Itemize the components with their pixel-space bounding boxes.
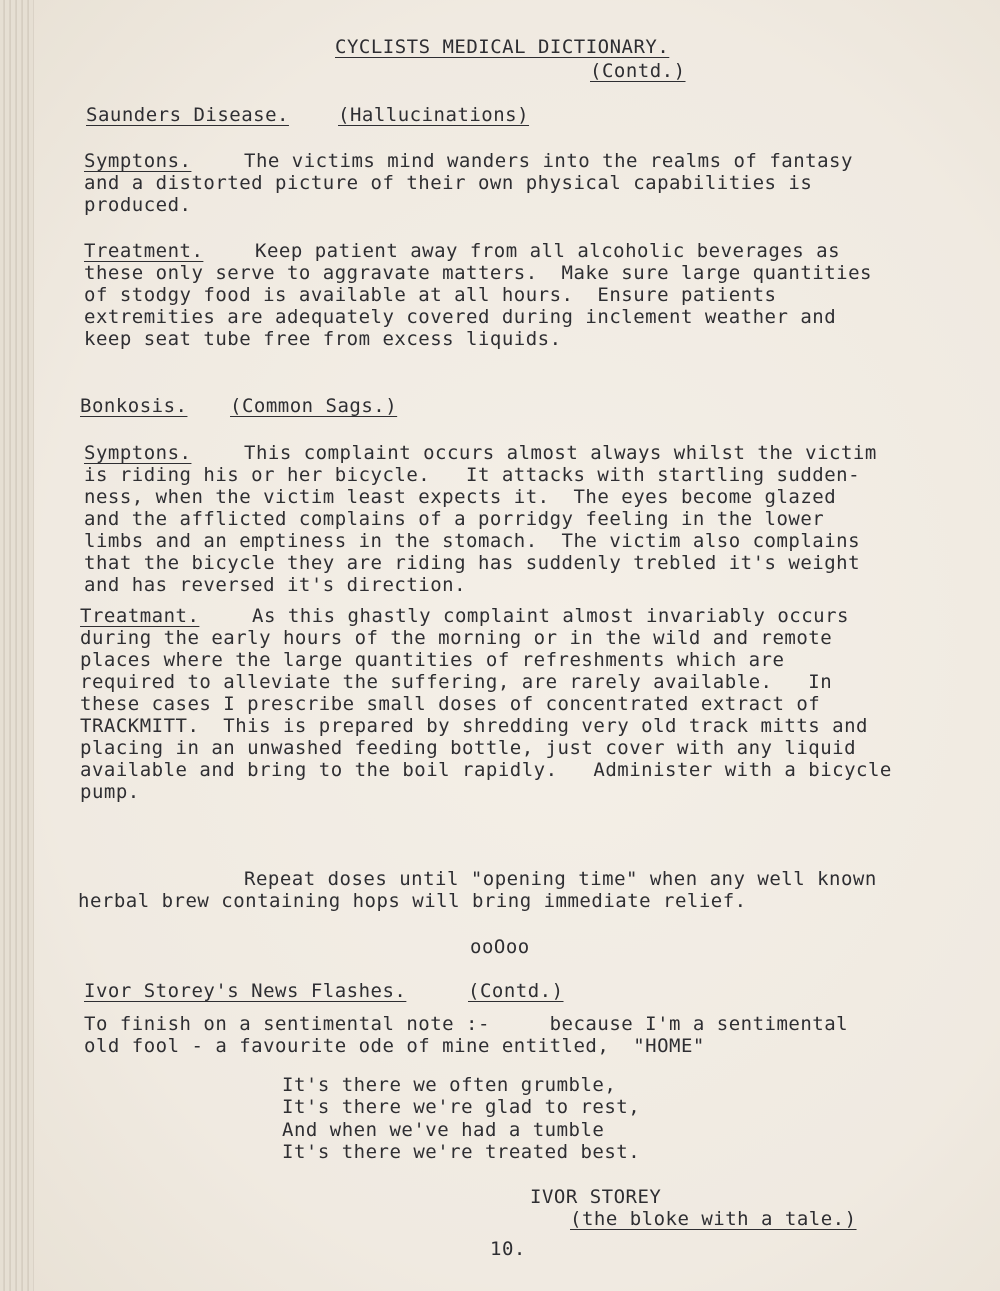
section-heading-saunders: Saunders Disease.: [86, 104, 289, 126]
signature-name: IVOR STOREY: [530, 1186, 662, 1208]
paragraph-line: Keep patient away from all alcoholic beverages as: [255, 240, 841, 262]
document-title: CYCLISTS MEDICAL DICTIONARY.: [335, 36, 670, 58]
section-heading-bonkosis: Bonkosis.: [80, 395, 188, 417]
paragraph-line: old fool - a favourite ode of mine entitled, "HOME": [84, 1035, 705, 1057]
paragraph-line: of stodgy food is available at all hours. Ensure patients: [84, 284, 777, 306]
paragraph-line: these only serve to aggravate matters. Make sure large quantities: [84, 262, 872, 284]
section-heading-news: Ivor Storey's News Flashes.: [84, 980, 407, 1002]
section-subheading-news: (Contd.): [468, 980, 564, 1002]
paragraph-line: keep seat tube free from excess liquids.: [84, 328, 562, 350]
poem-line: And when we've had a tumble: [282, 1119, 605, 1141]
paragraph-line: This complaint occurs almost always whilst the victim: [244, 442, 877, 464]
paragraph-line: TRACKMITT. This is prepared by shredding very old track mitts and: [80, 715, 868, 737]
paragraph-line: The victims mind wanders into the realms of fantasy: [244, 150, 853, 172]
symptoms-label: Symptons.: [84, 442, 192, 464]
poem-line: It's there we're treated best.: [282, 1141, 641, 1163]
paragraph-line: and a distorted picture of their own physical capabilities is: [84, 172, 813, 194]
paragraph-line: pump.: [80, 781, 140, 803]
paragraph-line: Repeat doses until "opening time" when any well known: [244, 868, 877, 890]
paragraph-line: is riding his or her bicycle. It attacks with startling sudden-: [84, 464, 861, 486]
signature-tagline: (the bloke with a tale.): [570, 1208, 857, 1230]
poem-line: It's there we often grumble,: [282, 1074, 617, 1096]
paragraph-line: extremities are adequately covered during inclement weather and: [84, 306, 837, 328]
paragraph-line: herbal brew containing hops will bring immediate relief.: [78, 890, 747, 912]
treatment-label: Treatmant.: [80, 605, 200, 627]
section-subheading-saunders: (Hallucinations): [338, 104, 530, 126]
page-number: 10.: [490, 1238, 526, 1260]
paragraph-line: required to alleviate the suffering, are rarely available. In: [80, 671, 833, 693]
section-subheading-bonkosis: (Common Sags.): [230, 395, 398, 417]
paragraph-line: that the bicycle they are riding has suddenly trebled it's weight: [84, 552, 861, 574]
paragraph-line: and has reversed it's direction.: [84, 574, 467, 596]
paragraph-line: places where the large quantities of refreshments which are: [80, 649, 785, 671]
paragraph-line: and the afflicted complains of a porridgy feeling in the lower: [84, 508, 825, 530]
separator-ornament: ooOoo: [470, 936, 530, 958]
treatment-label: Treatment.: [84, 240, 204, 262]
paragraph-line: limbs and an emptiness in the stomach. The victim also complains: [84, 530, 861, 552]
paragraph-line: produced.: [84, 194, 192, 216]
paragraph-line: available and bring to the boil rapidly. Administer with a bicycle: [80, 759, 892, 781]
poem-line: It's there we're glad to rest,: [282, 1096, 641, 1118]
paragraph-line: As this ghastly complaint almost invariably occurs: [252, 605, 849, 627]
continued-marker: (Contd.): [590, 60, 686, 82]
symptoms-label: Symptons.: [84, 150, 192, 172]
paragraph-line: To finish on a sentimental note :- because I'm a sentimental: [84, 1013, 849, 1035]
paragraph-line: during the early hours of the morning or in the wild and remote: [80, 627, 833, 649]
paragraph-line: these cases I prescribe small doses of concentrated extract of: [80, 693, 821, 715]
paragraph-line: ness, when the victim least expects it. The eyes become glazed: [84, 486, 837, 508]
paragraph-line: placing in an unwashed feeding bottle, just cover with any liquid: [80, 737, 857, 759]
